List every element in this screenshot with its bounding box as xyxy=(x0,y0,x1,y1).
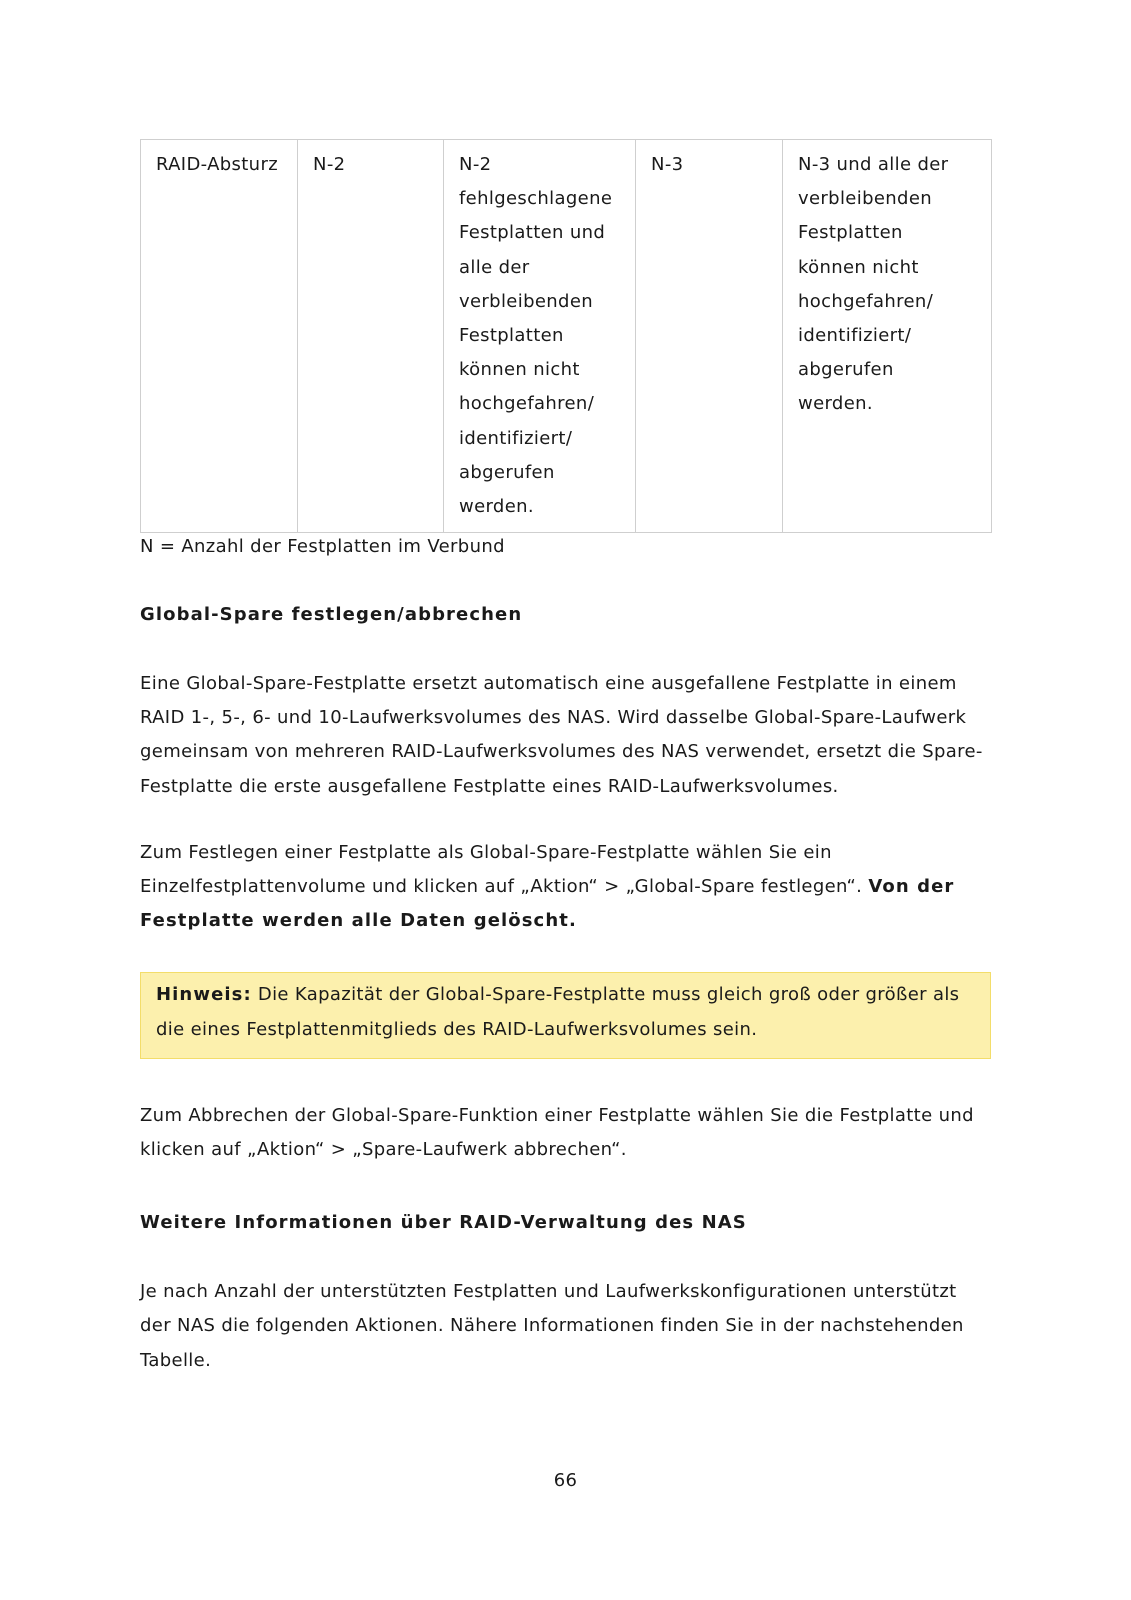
note-label: Hinweis: xyxy=(156,984,252,1006)
section-heading-global-spare: Global-Spare festlegen/abbrechen xyxy=(140,604,523,625)
paragraph-raid-management: Je nach Anzahl der unterstützten Festplatten und Laufwerkskonfigurationen unterstützt der NAS die folgenden Aktionen. Nähere Informationen finden Sie in der nachstehenden Tabelle. xyxy=(140,1281,964,1371)
note-box xyxy=(140,972,991,1058)
table-cell: N-2 xyxy=(298,140,444,533)
table-row xyxy=(141,140,992,533)
section-heading-raid-management: Weitere Informationen über RAID-Verwaltung des NAS xyxy=(140,1212,747,1234)
paragraph-set-global-spare xyxy=(140,836,991,939)
page-number: 66 xyxy=(553,1470,578,1491)
paragraph-text: Zum Festlegen einer Festplatte als Global-Spare-Festplatte wählen Sie ein Einzelfestplattenvolume und klicken auf „Aktion“ > „Global-Spare festlegen“. xyxy=(140,841,869,898)
document-page xyxy=(140,139,991,1378)
paragraph-global-spare-intro: Eine Global-Spare-Festplatte ersetzt automatisch eine ausgefallene Festplatte in einem RAID 1-, 5-, 6- und 10-Laufwerksvolumes des NAS. Wird dasselbe Global-Spare-Laufwerk gemeinsam von mehreren RAID-Laufwerksvolumes des NAS verwendet, ersetzt die Spare-Festplatte die erste ausgefallene Festplatte eines RAID-Laufwerksvolumes. xyxy=(140,673,983,797)
paragraph-cancel-global-spare: Zum Abbrechen der Global-Spare-Funktion einer Festplatte wählen Sie die Festplatte und klicken auf „Aktion“ > „Spare-Laufwerk abbrechen“. xyxy=(140,1104,974,1161)
table-cell: N-3 xyxy=(636,140,783,533)
note-text: Die Kapazität der Global-Spare-Festplatte muss gleich groß oder größer als die eines Festplattenmitglieds des RAID-Laufwerksvolumes sein. xyxy=(156,984,960,1040)
table-cell: RAID-Absturz xyxy=(141,140,298,533)
table-caption: N = Anzahl der Festplatten im Verbund xyxy=(140,536,505,557)
raid-failure-table xyxy=(140,139,992,533)
table-cell: N-3 und alle der verbleibenden Festplatten können nicht hochgefahren/ identifiziert/ abgerufen werden. xyxy=(783,140,992,533)
warning-text: Von der Festplatte werden alle Daten gelöscht. xyxy=(140,876,955,932)
table-cell: N-2 fehlgeschlagene Festplatten und alle der verbleibenden Festplatten können nicht hochgefahren/ identifiziert/ abgerufen werden. xyxy=(444,140,636,533)
